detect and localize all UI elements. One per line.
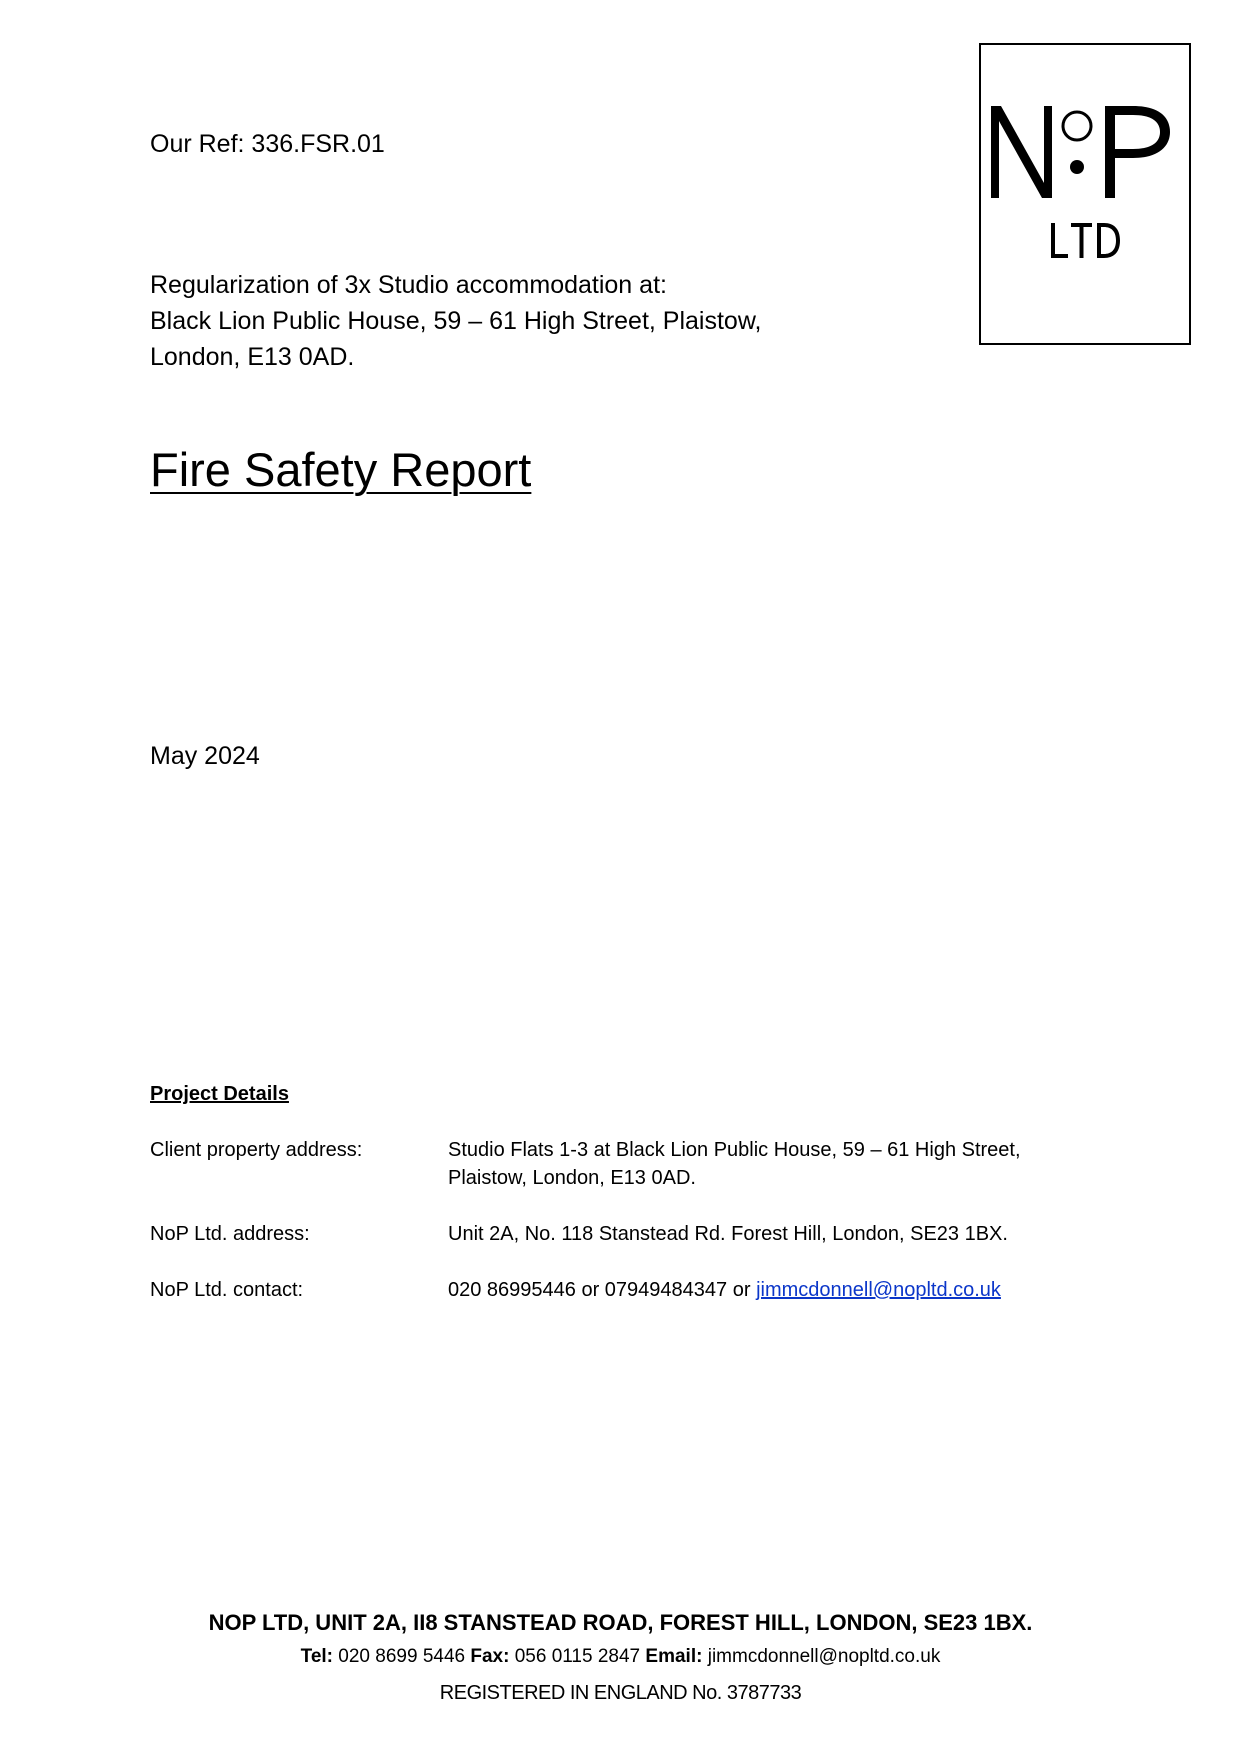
project-details-heading: Project Details	[150, 1083, 289, 1105]
contact-phones: 020 86995446 or 07949484347 or	[448, 1279, 757, 1301]
reference-number: Our Ref: 336.FSR.01	[150, 130, 385, 158]
nop-contact-value	[448, 1276, 1001, 1304]
subject-line: Regularization of 3x Studio accommodation at:	[150, 271, 667, 299]
footer-fax-value: 056 0115 2847	[509, 1646, 646, 1667]
nop-logo-mark	[981, 45, 1189, 343]
client-address-label: Client property address:	[150, 1139, 363, 1161]
contact-email-link[interactable]: jimmcdonnell@nopltd.co.uk	[756, 1279, 1001, 1301]
nop-address-label: NoP Ltd. address:	[150, 1223, 310, 1245]
client-address-line: Plaistow, London, E13 0AD.	[448, 1167, 696, 1189]
client-address-value	[448, 1136, 1021, 1192]
footer-registration: REGISTERED IN ENGLAND No. 3787733	[439, 1682, 802, 1704]
subject-line: Black Lion Public House, 59 – 61 High Street, Plaistow,	[150, 307, 762, 335]
nop-contact-label: NoP Ltd. contact:	[150, 1279, 304, 1301]
footer-tel-label: Tel:	[300, 1646, 334, 1667]
nop-address-value: Unit 2A, No. 118 Stanstead Rd. Forest Hill, London, SE23 1BX.	[448, 1223, 1008, 1245]
document-date: May 2024	[150, 742, 260, 770]
footer-address: NOP LTD, UNIT 2A, II8 STANSTEAD ROAD, FOREST HILL, LONDON, SE23 1BX.	[208, 1610, 1033, 1635]
footer-email-value: jimmcdonnell@nopltd.co.uk	[702, 1646, 941, 1667]
client-address-line: Studio Flats 1-3 at Black Lion Public House, 59 – 61 High Street,	[448, 1139, 1021, 1161]
document-title: Fire Safety Report	[150, 443, 532, 496]
company-logo	[979, 43, 1191, 345]
footer-email-label: Email:	[645, 1646, 703, 1667]
footer-tel-value: 020 8699 5446	[333, 1646, 471, 1667]
footer-contact	[0, 1644, 1241, 1670]
subject-line: London, E13 0AD.	[150, 343, 355, 371]
subject-block	[150, 267, 761, 375]
footer-fax-label: Fax:	[470, 1646, 510, 1667]
